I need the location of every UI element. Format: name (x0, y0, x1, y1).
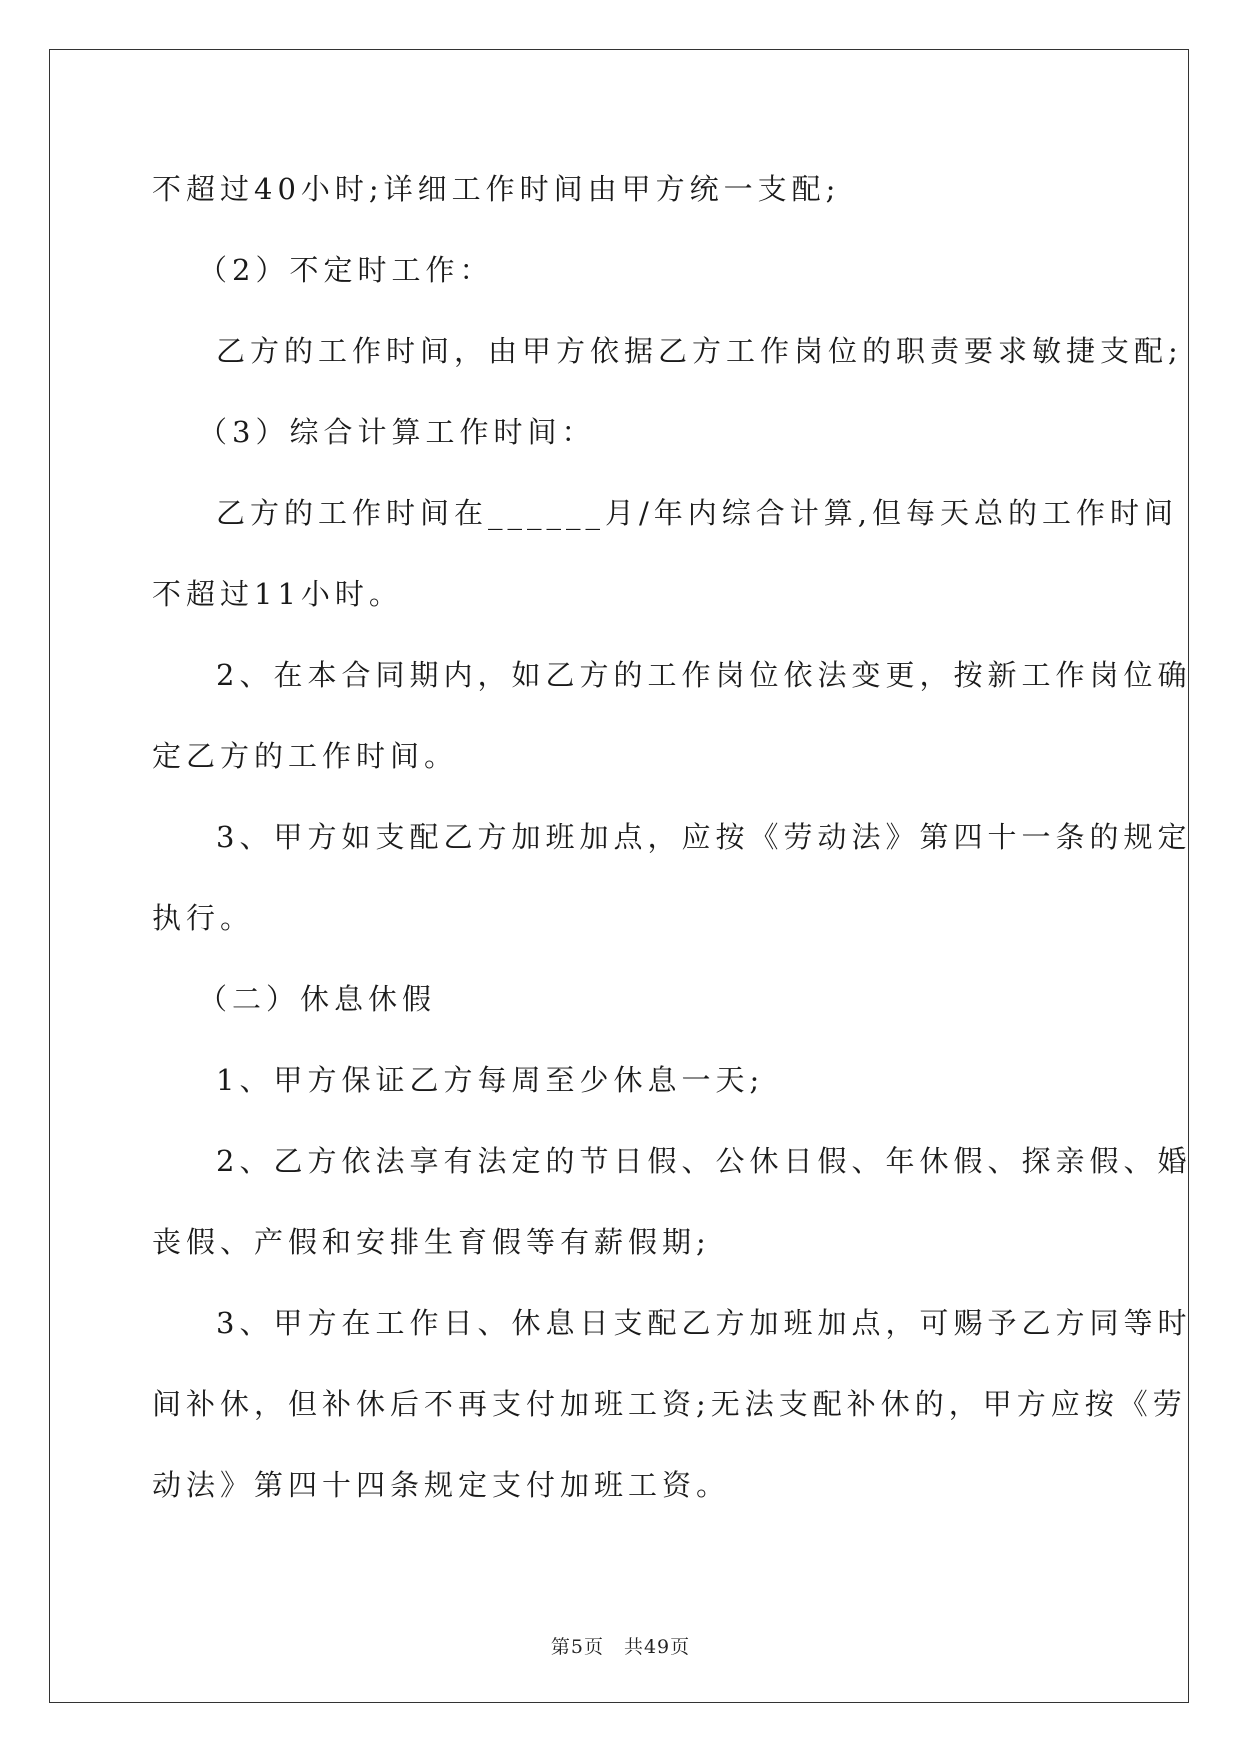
text-line: 不超过11小时。 (152, 577, 403, 611)
text-line: 2、乙方依法享有法定的节日假、公休日假、年休假、探亲假、婚 (216, 1144, 1192, 1178)
text-line: 乙方的工作时间，由甲方依据乙方工作岗位的职责要求敏捷支配; (216, 334, 1183, 368)
text-line: 2、在本合同期内，如乙方的工作岗位依法变更，按新工作岗位确 (216, 658, 1192, 692)
page-number-footer: 第5页 共49页 (550, 1636, 691, 1658)
text-line: 定乙方的工作时间。 (152, 739, 459, 773)
section-heading: （二）休息休假 (198, 982, 437, 1016)
text-line: 间补休，但补休后不再支付加班工资;无法支配补休的，甲方应按《劳 (152, 1387, 1187, 1421)
text-line: 3、甲方如支配乙方加班加点，应按《劳动法》第四十一条的规定 (216, 820, 1192, 854)
text-line: （2）不定时工作： (198, 253, 494, 287)
text-line: 执行。 (152, 901, 255, 935)
text-line: （3）综合计算工作时间： (198, 415, 596, 449)
text-line: 3、甲方在工作日、休息日支配乙方加班加点，可赐予乙方同等时 (216, 1306, 1192, 1340)
text-line: 丧假、产假和安排生育假等有薪假期; (152, 1225, 711, 1259)
text-line: 动法》第四十四条规定支付加班工资。 (152, 1468, 731, 1502)
text-line: 不超过40小时;详细工作时间由甲方统一支配; (152, 172, 841, 206)
page-border (49, 49, 1192, 1703)
text-line: 乙方的工作时间在______月/年内综合计算,但每天总的工作时间 (216, 496, 1178, 530)
text-line: 1、甲方保证乙方每周至少休息一天; (216, 1063, 765, 1097)
